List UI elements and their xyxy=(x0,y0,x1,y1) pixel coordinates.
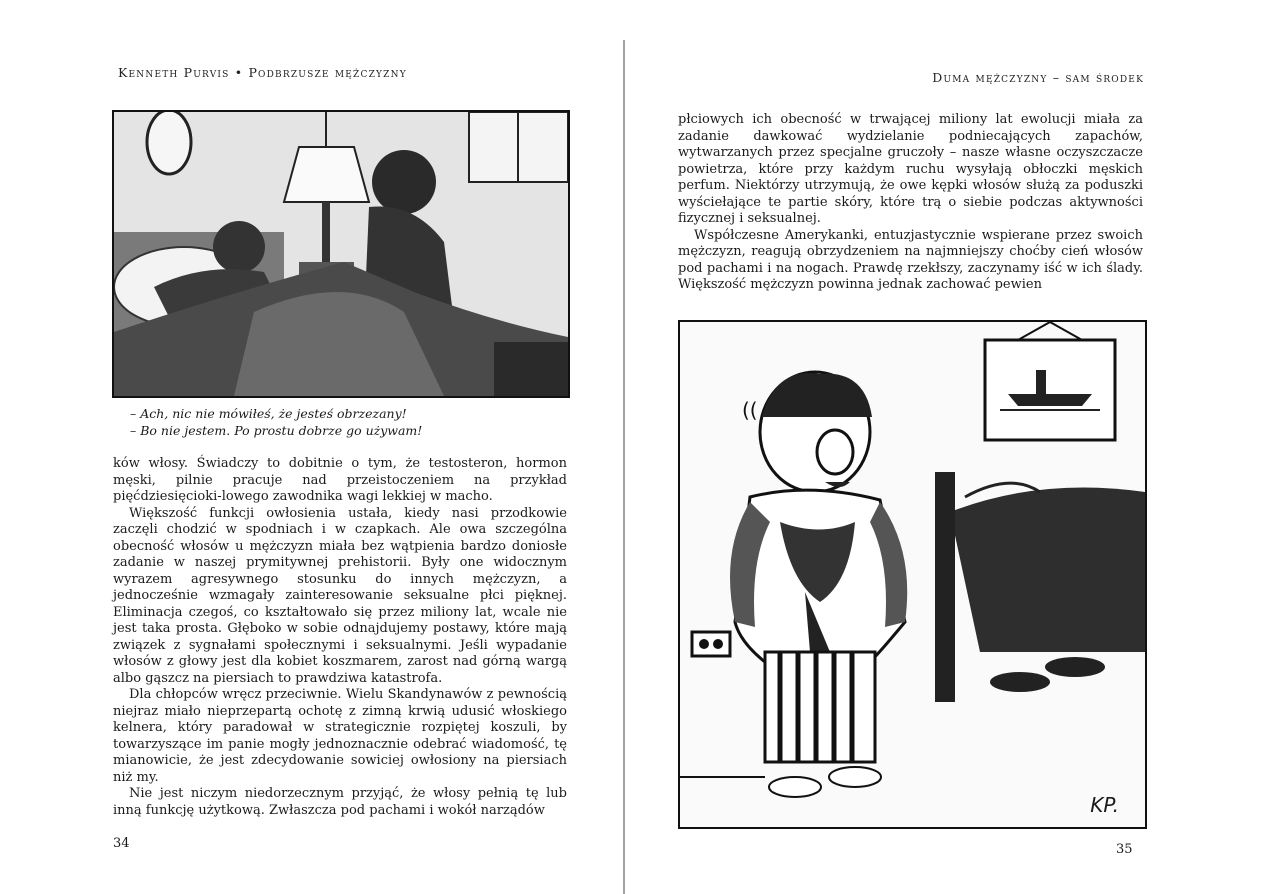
paragraph: Większość funkcji owłosienia ustała, kiedy nasi przodkowie zaczęli chodzić w spodniach i w czapkach. Ale owa szczególna obecność włosów u mężczyzn miała bez wątpienia bardzo doniosłe zadanie w naszej prymitywnej prehistorii. Były one widocznym wyrazem agresywnego stosunku do innych mężczyzn, a jednocześnie wzmagały zainteresowanie seksualne płci pięknej. Eliminacja czegoś, co kształtowało się przez miliony lat, wcale nie jest taka prosta. Głęboko w sobie odnajdujemy postawy, które mają związek z sygnałami społecznymi i seksualnymi. Jeśli wypadanie włosów z głowy jest dla kobiet koszmarem, zarost nad górną wargą albo gąszcz na piersiach to prawdziwa katastrofa. xyxy=(113,505,567,686)
paragraph: Dla chłopców wręcz przeciwnie. Wielu Skandynawów z pewnością niejraz miało nieprzepartą ochotę z zimną krwią udusić włoskiego kelnera, który paradował w strategicznie rozpiętej koszuli, by towarzyszące im panie mogły jednoznacznie odebrać wiadomość, tę mianowicie, że jest zdecydowanie sowiciej owłosiony na piersiach niż my. xyxy=(113,687,567,785)
right-page-body xyxy=(678,112,1143,294)
paragraph: Nie jest niczym niedorzecznym przyjąć, że włosy pełnią tę lub inną funkcję użytkową. Zwłaszcza pod pachami i wokół narządów xyxy=(113,786,567,818)
running-head-left: Kenneth Purvis • Podbrzusze mężczyzny xyxy=(118,65,407,80)
paragraph: płciowych ich obecność w trwającej miliony lat ewolucji miała za zadanie dawkować wydzielanie podniecających zapachów, wytwarzanych przez specjalne gruczoły – nasze własne oczyszczacze powietrza, które przy każdym ruchu wysyłają obłoczki męskich perfum. Niektórzy utrzymują, że owe kępki włosów służą za poduszki wyściełające te partie skóry, które trą o siebie podczas aktywności fizycznej i seksualnej. xyxy=(678,112,1143,226)
page-number-right: 35 xyxy=(1116,842,1133,857)
paragraph: Współczesne Amerykanki, entuzjastycznie wspierane przez swoich mężczyzn, reagują obrzydzeniem na najmniejszy choćby cień włosów pod pachami i na nogach. Prawdę rzekłszy, zaczynamy iść w ich ślady. Większość mężczyzn powinna jednak zachować pewien xyxy=(678,227,1143,292)
page-number-left: 34 xyxy=(113,836,130,851)
cartoon-illustration-man xyxy=(678,320,1147,829)
svg-text:((: (( xyxy=(742,398,758,422)
cartoon-illustration-bedroom xyxy=(112,110,570,398)
caption-line: – Ach, nic nie mówiłeś, że jesteś obrzezany! xyxy=(130,406,407,421)
paragraph: ków włosy. Świadczy to dobitnie o tym, że testosteron, hormon męski, pilnie pracuje nad przeistoczeniem na przykład pięćdziesięcioki-lowego zawodnika wagi lekkiej w macho. xyxy=(113,456,567,504)
caption-line: – Bo nie jestem. Po prostu dobrze go używam! xyxy=(130,423,423,438)
book-gutter xyxy=(623,40,625,894)
left-page-body xyxy=(113,456,567,819)
illustration-caption xyxy=(130,405,422,439)
running-head-right: Duma mężczyzny – sam środek xyxy=(932,70,1144,85)
illustrator-signature: KP. xyxy=(1090,793,1119,817)
